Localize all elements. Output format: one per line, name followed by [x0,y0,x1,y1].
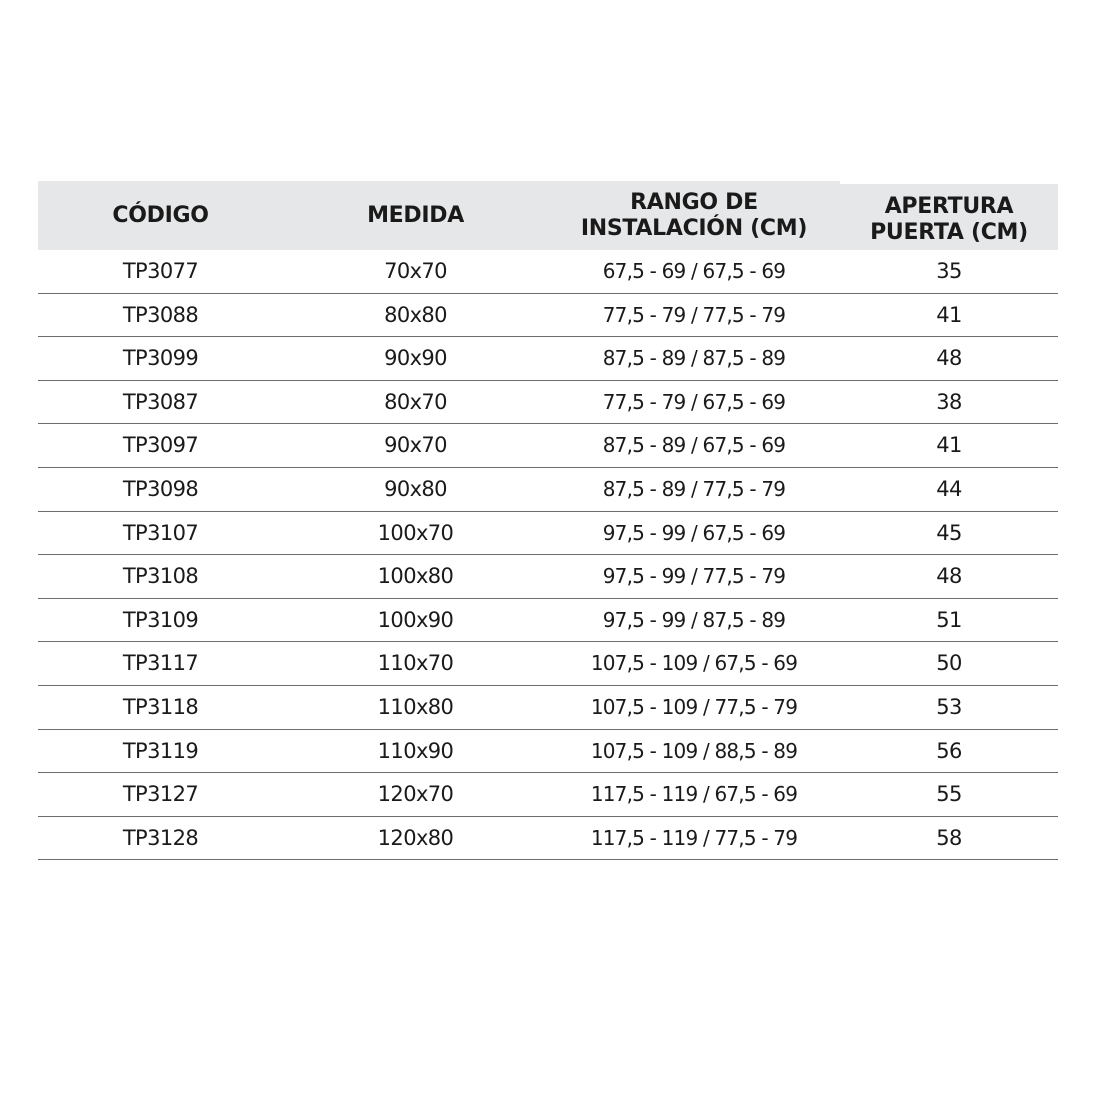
codigo-cell: TP3109 [122,607,199,632]
table-row [38,250,1058,294]
table-row [38,294,1058,338]
spec-table [38,181,1058,860]
codigo-cell: TP3127 [122,782,199,807]
codigo-cell: TP3087 [122,389,199,414]
rango-instalacion-cell: 117,5 - 119 / 77,5 - 79 [590,825,798,850]
table-row [38,424,1058,468]
rango-instalacion-cell: 97,5 - 99 / 77,5 - 79 [602,564,786,589]
codigo-cell: TP3128 [122,825,199,850]
medida-cell: 110x70 [377,651,454,676]
medida-cell: 120x80 [377,825,454,850]
medida-cell: 100x80 [377,564,454,589]
codigo-cell: TP3107 [122,520,199,545]
rango-instalacion-cell: 97,5 - 99 / 67,5 - 69 [602,520,786,545]
medida-cell: 120x70 [377,782,454,807]
rango-instalacion-cell: 107,5 - 109 / 88,5 - 89 [590,738,798,763]
apertura-puerta-cell: 55 [936,782,962,807]
table-row [38,642,1058,686]
medida-cell: 100x70 [377,520,454,545]
medida-cell: 110x80 [377,694,454,719]
column-header-apertura-puerta: APERTURA PUERTA (CM) [870,193,1028,245]
rango-instalacion-cell: 117,5 - 119 / 67,5 - 69 [590,782,798,807]
apertura-puerta-cell: 50 [936,651,962,676]
table-header [38,181,1058,250]
column-header-rango-instalacion: RANGO DE INSTALACIÓN (CM) [580,189,808,241]
table-row [38,817,1058,861]
table-row [38,555,1058,599]
apertura-puerta-cell: 45 [936,520,962,545]
rango-instalacion-cell: 77,5 - 79 / 67,5 - 69 [602,389,786,414]
medida-cell: 90x70 [384,433,447,458]
apertura-puerta-cell: 41 [936,302,962,327]
rango-instalacion-cell: 77,5 - 79 / 77,5 - 79 [602,302,786,327]
apertura-puerta-cell: 53 [936,694,962,719]
apertura-puerta-cell: 56 [936,738,962,763]
medida-cell: 70x70 [384,259,447,283]
table-body [38,250,1058,860]
rango-instalacion-cell: 107,5 - 109 / 77,5 - 79 [590,694,798,719]
codigo-cell: TP3119 [122,738,199,763]
codigo-cell: TP3099 [122,346,199,371]
rango-instalacion-cell: 97,5 - 99 / 87,5 - 89 [602,607,786,632]
codigo-cell: TP3118 [122,694,199,719]
table-row [38,381,1058,425]
medida-cell: 90x80 [384,476,447,501]
medida-cell: 80x70 [384,389,447,414]
codigo-cell: TP3098 [122,476,199,501]
apertura-puerta-cell: 48 [936,564,962,589]
rango-instalacion-cell: 107,5 - 109 / 67,5 - 69 [590,651,798,676]
medida-cell: 90x90 [384,346,447,371]
table-row [38,337,1058,381]
codigo-cell: TP3097 [122,433,199,458]
codigo-cell: TP3088 [122,302,199,327]
apertura-puerta-cell: 38 [936,389,962,414]
table-row [38,686,1058,730]
rango-instalacion-cell: 87,5 - 89 / 87,5 - 89 [602,346,786,371]
apertura-puerta-cell: 48 [936,346,962,371]
codigo-cell: TP3108 [122,564,199,589]
table-row [38,599,1058,643]
medida-cell: 80x80 [384,302,447,327]
column-header-medida: MEDIDA [367,202,464,228]
rango-instalacion-cell: 87,5 - 89 / 77,5 - 79 [602,476,786,501]
apertura-puerta-cell: 51 [936,607,962,632]
table-row [38,773,1058,817]
medida-cell: 110x90 [377,738,454,763]
table-row [38,730,1058,774]
rango-instalacion-cell: 67,5 - 69 / 67,5 - 69 [602,259,786,283]
apertura-puerta-cell: 41 [936,433,962,458]
table-row [38,512,1058,556]
apertura-puerta-cell: 35 [936,259,962,283]
rango-instalacion-cell: 87,5 - 89 / 67,5 - 69 [602,433,786,458]
table-row [38,468,1058,512]
apertura-puerta-cell: 44 [936,476,962,501]
medida-cell: 100x90 [377,607,454,632]
codigo-cell: TP3117 [122,651,199,676]
apertura-puerta-cell: 58 [936,825,962,850]
column-header-codigo: CÓDIGO [112,202,209,228]
codigo-cell: TP3077 [122,259,199,283]
